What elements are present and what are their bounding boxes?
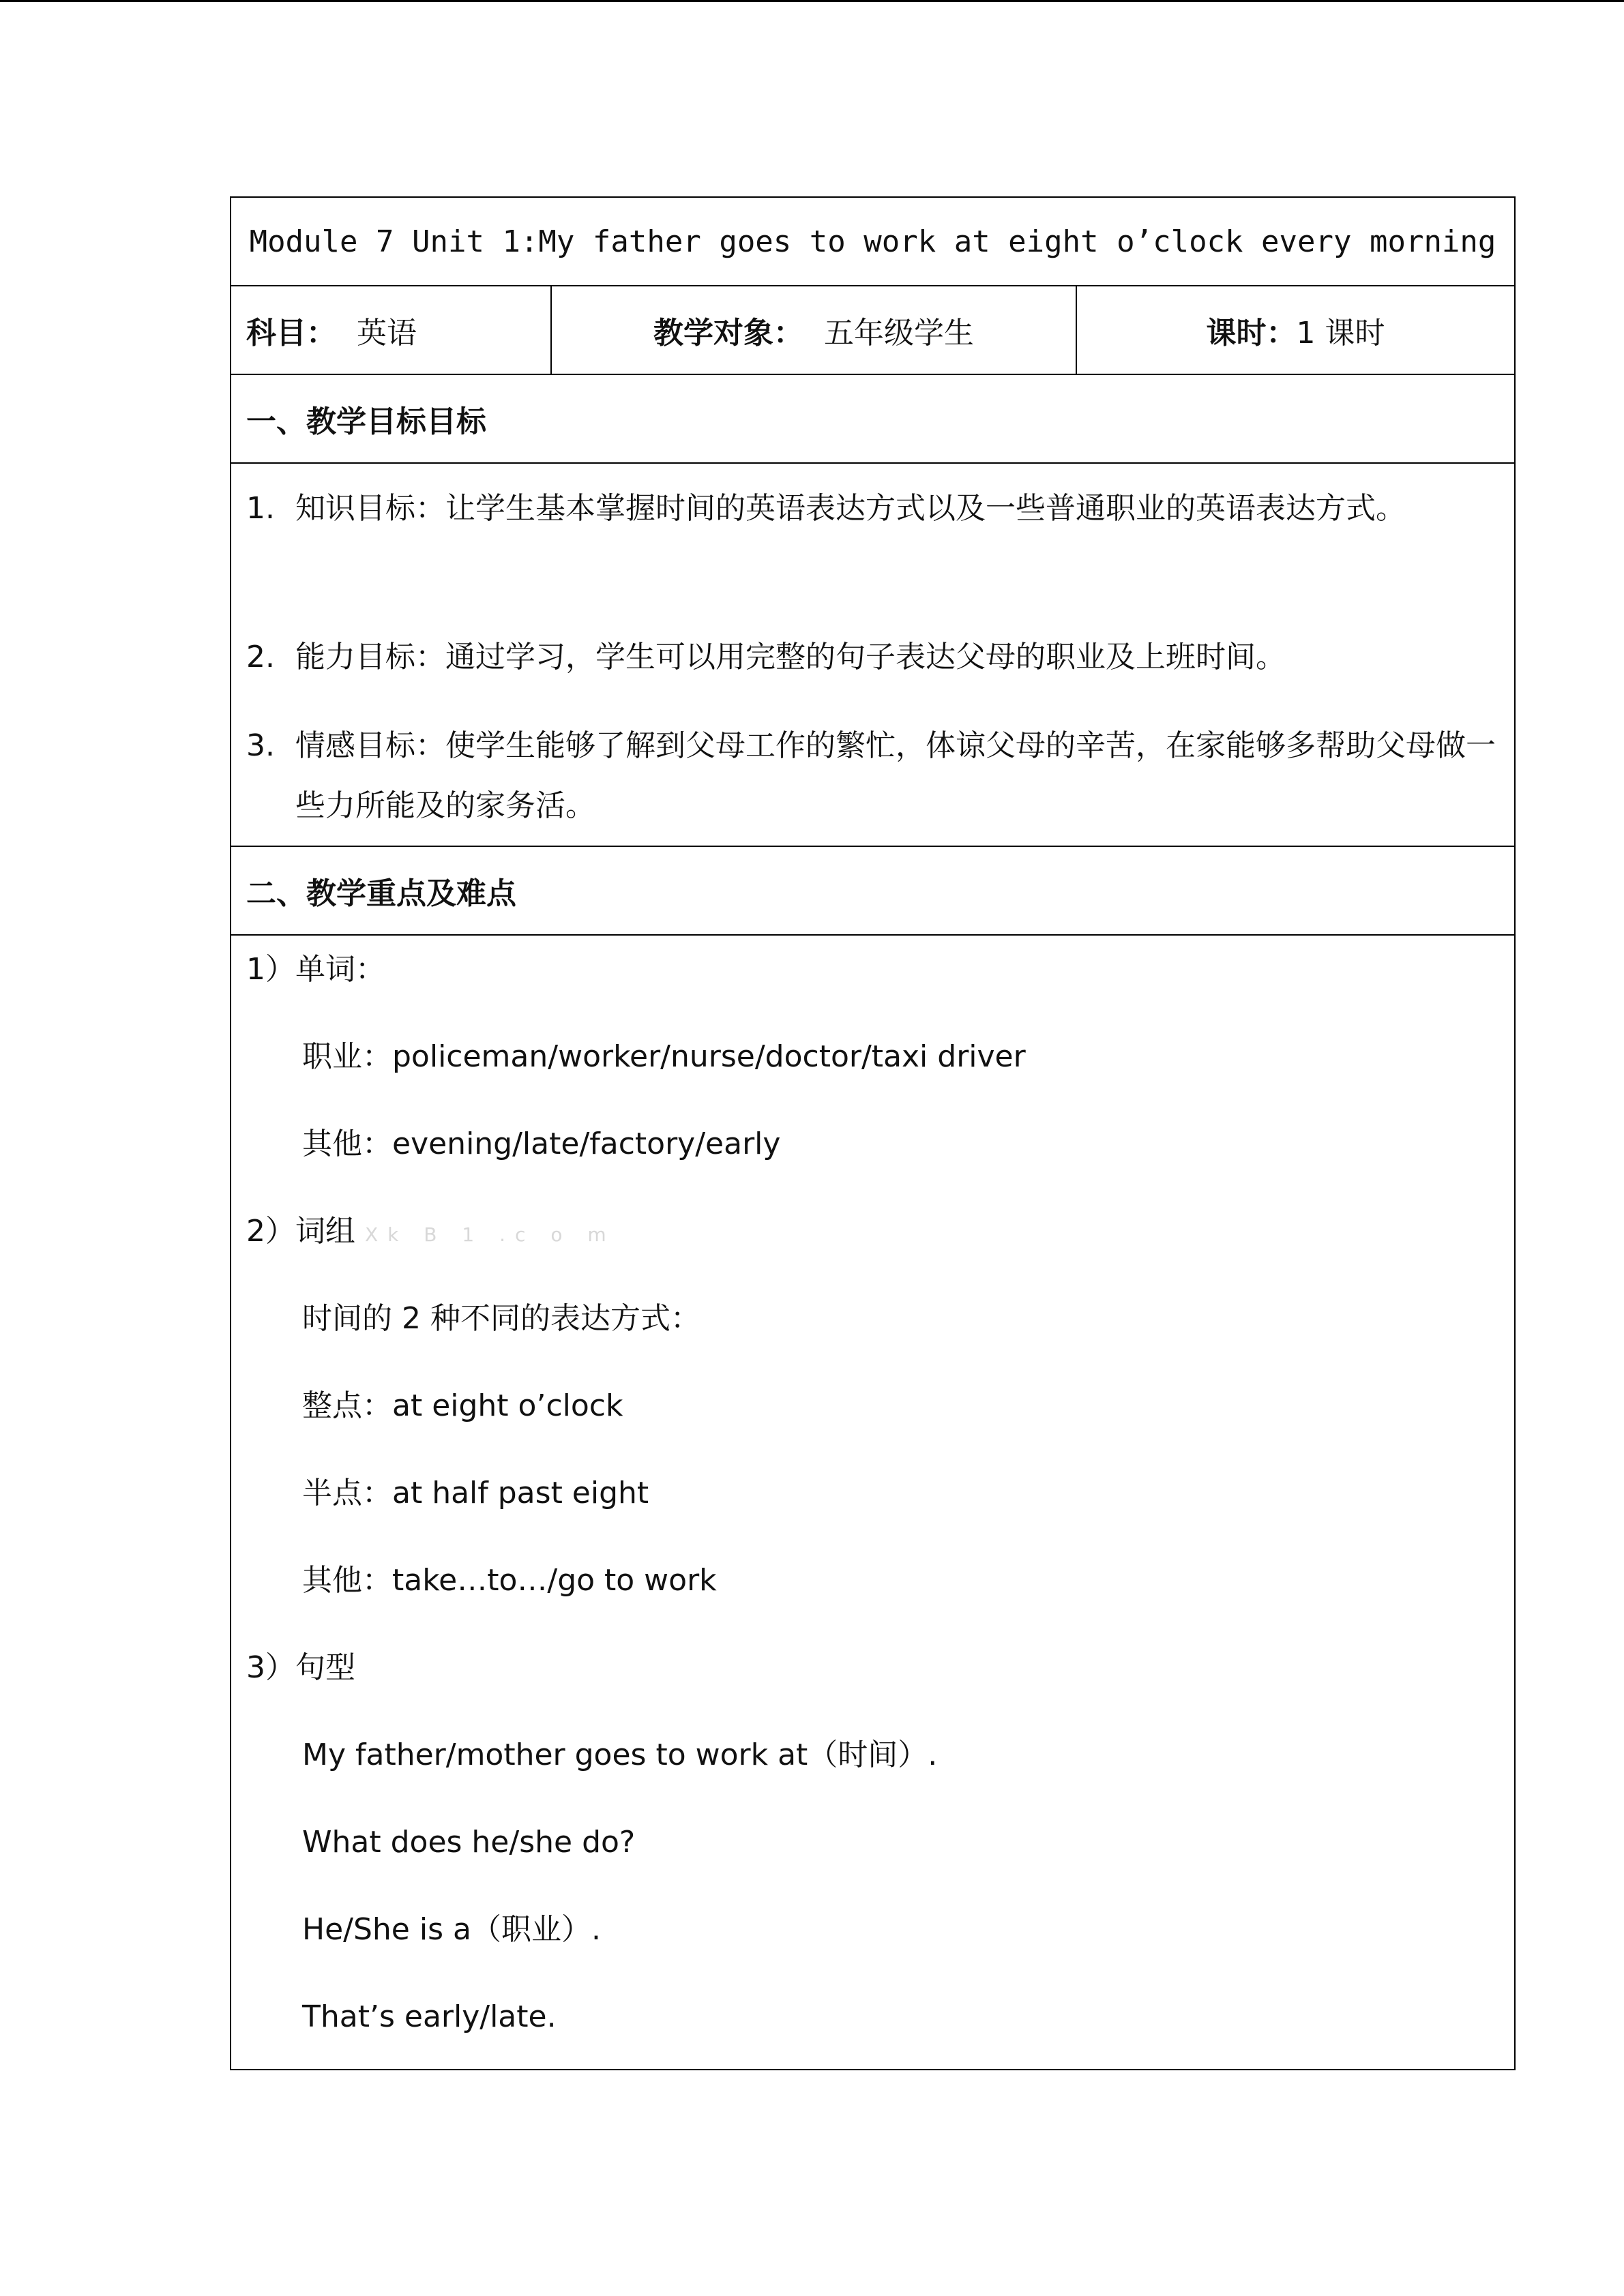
watermark-text: Xk B 1 .c o m xyxy=(365,1223,616,1246)
words-other: 其他：evening/late/factory/early xyxy=(302,1127,781,1161)
goal-item xyxy=(246,627,1501,687)
target-cell xyxy=(552,286,1077,374)
goal-text: 情感目标：使学生能够了解到父母工作的繁忙，体谅父母的辛苦，在家能够多帮助父母做一些力所能及的家务活。 xyxy=(295,728,1496,823)
key-points-heading-row xyxy=(231,847,1514,936)
goal-number: 2. xyxy=(246,640,275,674)
subject-value: 英语 xyxy=(357,316,417,351)
target-value: 五年级学生 xyxy=(824,316,974,351)
lesson-title: Module 7 Unit 1:My father goes to work at eight o’clock every morning xyxy=(249,224,1496,259)
key-points-body-row xyxy=(231,936,1514,2069)
phrases-heading-line xyxy=(246,1211,616,1255)
phrase-half: 半点：at half past eight xyxy=(302,1476,649,1510)
period-value: 1 课时 xyxy=(1296,316,1385,351)
goals-body-row xyxy=(231,464,1514,847)
words-jobs: 职业：policeman/worker/nurse/doctor/taxi driver xyxy=(302,1039,1026,1074)
period-label: 课时： xyxy=(1206,316,1297,351)
sentence-line: My father/mother goes to work at（时间）. xyxy=(302,1738,938,1772)
goals-heading: 一、教学目标目标 xyxy=(246,404,486,439)
goal-item xyxy=(246,716,1501,836)
sentences-heading: 3）句型 xyxy=(246,1650,355,1685)
sentence-line: He/She is a（职业）. xyxy=(302,1912,601,1947)
phrases-intro: 时间的 2 种不同的表达方式： xyxy=(302,1301,700,1336)
sentence-line: What does he/she do? xyxy=(302,1825,636,1860)
period-cell xyxy=(1077,286,1514,374)
phrase-oclock: 整点：at eight o’clock xyxy=(302,1388,623,1423)
goals-heading-row xyxy=(231,375,1514,464)
goal-item xyxy=(246,479,1501,539)
goal-number: 3. xyxy=(246,728,275,763)
goal-text: 能力目标：通过学习，学生可以用完整的句子表达父母的职业及上班时间。 xyxy=(295,640,1286,674)
phrase-other: 其他：take…to…/go to work xyxy=(302,1563,717,1598)
lesson-plan-table xyxy=(230,196,1516,2070)
info-row xyxy=(231,286,1514,375)
title-row xyxy=(231,198,1514,286)
words-heading: 1）单词： xyxy=(246,952,385,987)
subject-cell xyxy=(231,286,552,374)
subject-label: 科目： xyxy=(246,316,336,351)
key-points-heading: 二、教学重点及难点 xyxy=(246,876,516,911)
phrases-heading: 2）词组 xyxy=(246,1214,355,1249)
target-label: 教学对象： xyxy=(653,316,803,351)
goal-text: 知识目标：让学生基本掌握时间的英语表达方式以及一些普通职业的英语表达方式。 xyxy=(295,491,1406,526)
page-top-rule xyxy=(0,0,1624,2)
sentence-line: That’s early/late. xyxy=(302,1999,557,2034)
goal-number: 1. xyxy=(246,491,275,526)
